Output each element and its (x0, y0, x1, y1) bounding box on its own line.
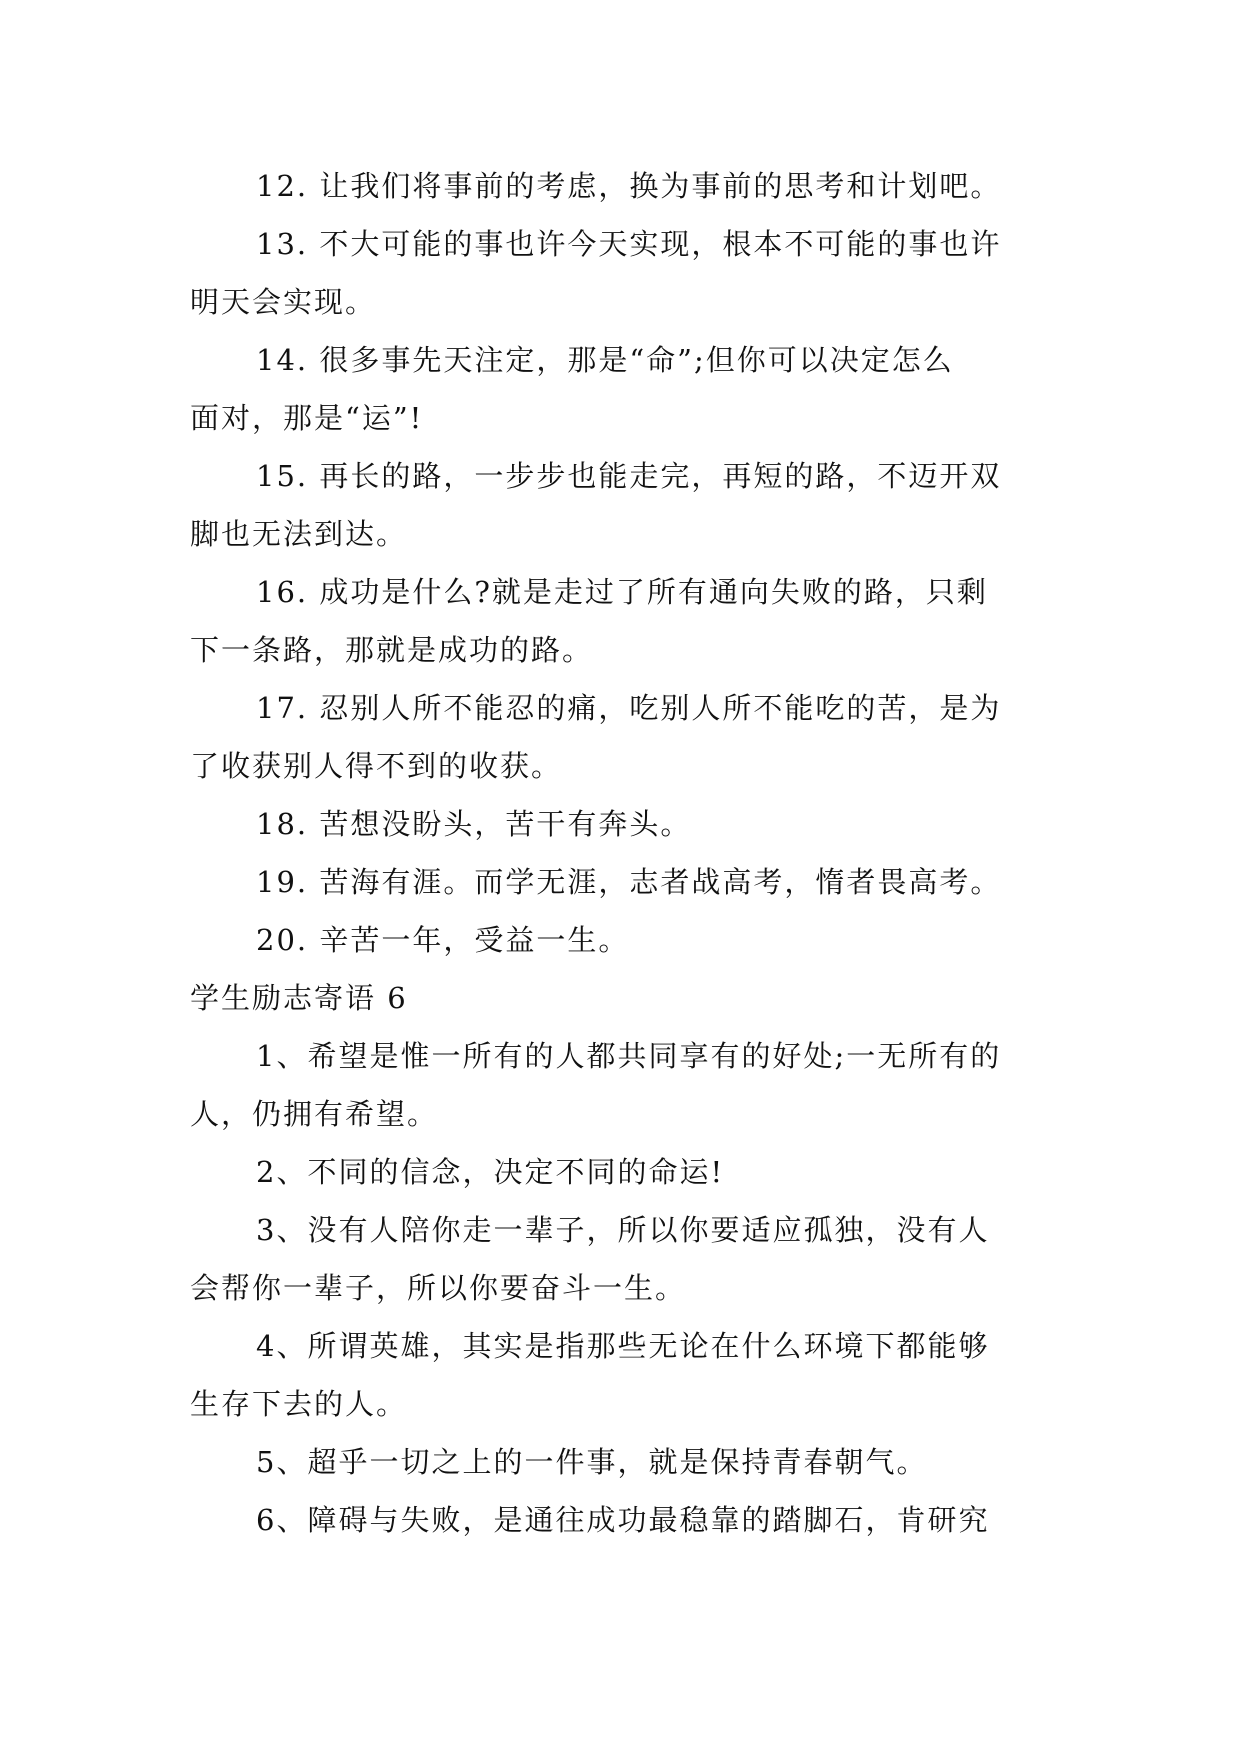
text-line: 17. 忍别人所不能忍的痛，吃别人所不能吃的苦，是为 (256, 691, 1002, 725)
section-heading: 学生励志寄语 6 (190, 981, 408, 1015)
text-line: 12. 让我们将事前的考虑，换为事前的思考和计划吧。 (256, 169, 1002, 203)
text-line: 2、不同的信念，决定不同的命运! (256, 1155, 725, 1189)
text-line: 15. 再长的路，一步步也能走完，再短的路，不迈开双 (256, 459, 1002, 493)
text-line: 18. 苦想没盼头，苦干有奔头。 (256, 807, 692, 841)
text-line: 4、所谓英雄，其实是指那些无论在什么环境下都能够 (256, 1329, 990, 1363)
text-line: 下一条路，那就是成功的路。 (190, 633, 594, 667)
text-line: 5、超乎一切之上的一件事，就是保持青春朝气。 (256, 1445, 928, 1479)
text-line: 会帮你一辈子，所以你要奋斗一生。 (190, 1271, 687, 1305)
text-line: 1、希望是惟一所有的人都共同享有的好处;一无所有的 (256, 1039, 1002, 1073)
text-line: 明天会实现。 (190, 285, 377, 319)
text-line: 人，仍拥有希望。 (190, 1097, 439, 1131)
text-line: 20. 辛苦一年，受益一生。 (256, 923, 630, 957)
text-line: 14. 很多事先天注定，那是“命”;但你可以决定怎么 (256, 343, 954, 377)
text-line: 19. 苦海有涯。而学无涯，志者战高考，惰者畏高考。 (256, 865, 1002, 899)
text-line: 6、障碍与失败，是通往成功最稳靠的踏脚石，肯研究 (256, 1503, 990, 1537)
text-line: 面对，那是“运”! (190, 401, 424, 435)
text-line: 生存下去的人。 (190, 1387, 408, 1421)
text-line: 脚也无法到达。 (190, 517, 408, 551)
text-line: 16. 成功是什么?就是走过了所有通向失败的路，只剩 (256, 575, 988, 609)
text-line: 3、没有人陪你走一辈子，所以你要适应孤独，没有人 (256, 1213, 990, 1247)
text-line: 了收获别人得不到的收获。 (190, 749, 563, 783)
text-line: 13. 不大可能的事也许今天实现，根本不可能的事也许 (256, 227, 1002, 261)
